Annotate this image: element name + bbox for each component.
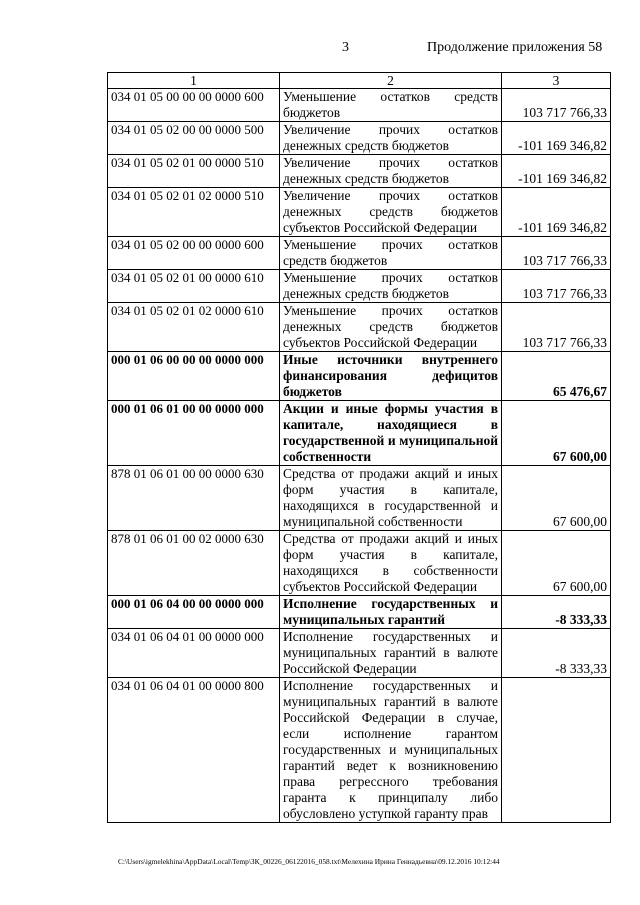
- source-name-cell: Исполнение государственных и муниципальных гарантий в валюте Российской Федерации в случае, если исполнение гарантом государственных и муниципальных гарантий ведет к возникновению права регрессного требования гаранта к принципалу либо обусловлено уступкой гаранту прав: [280, 678, 502, 823]
- budget-code-cell: 000 01 06 04 00 00 0000 000: [108, 596, 280, 629]
- table-row: [108, 466, 611, 531]
- budget-code-cell: 034 01 05 02 01 02 0000 610: [108, 303, 280, 352]
- budget-code-cell: 000 01 06 01 00 00 0000 000: [108, 401, 280, 466]
- table-row: [108, 303, 611, 352]
- appendix-continuation-label: Продолжение приложения 58: [427, 40, 603, 55]
- amount-cell: 65 476,67: [502, 352, 611, 401]
- budget-code-cell: 878 01 06 01 00 02 0000 630: [108, 531, 280, 596]
- source-name-cell: Уменьшение прочих остатков средств бюджетов: [280, 237, 502, 270]
- source-name-cell: Исполнение государственных и муниципальных гарантий в валюте Российской Федерации: [280, 629, 502, 678]
- table-row: [108, 122, 611, 155]
- amount-cell: 67 600,00: [502, 466, 611, 531]
- table-row: [108, 352, 611, 401]
- amount-cell: 103 717 766,33: [502, 270, 611, 303]
- table-row: [108, 188, 611, 237]
- source-name-cell: Уменьшение прочих остатков денежных средств бюджетов: [280, 270, 502, 303]
- column-header: 3: [502, 73, 611, 89]
- table-header-row: [108, 73, 611, 89]
- column-header: 1: [108, 73, 280, 89]
- source-name-cell: Акции и иные формы участия в капитале, находящиеся в государственной и муниципальной собственности: [280, 401, 502, 466]
- amount-cell: 67 600,00: [502, 401, 611, 466]
- file-path-footer: C:\Users\igmelekhina\AppData\Local\Temp\ЗК_00226_06122016_058.txt\Мелехина Ирина Геннадьевна\09.12.2016 10:12:44: [118, 857, 500, 866]
- source-name-cell: Уменьшение прочих остатков денежных средств бюджетов субъектов Российской Федерации: [280, 303, 502, 352]
- source-name-cell: Средства от продажи акций и иных форм участия в капитале, находящихся в государственной и муниципальной собственности: [280, 466, 502, 531]
- table-row: [108, 678, 611, 823]
- amount-cell: 103 717 766,33: [502, 89, 611, 122]
- source-name-cell: Уменьшение остатков средств бюджетов: [280, 89, 502, 122]
- budget-code-cell: 034 01 06 04 01 00 0000 000: [108, 629, 280, 678]
- amount-cell: 103 717 766,33: [502, 303, 611, 352]
- table-row: [108, 596, 611, 629]
- source-name-cell: Иные источники внутреннего финансирования дефицитов бюджетов: [280, 352, 502, 401]
- table-row: [108, 401, 611, 466]
- table-row: [108, 629, 611, 678]
- source-name-cell: Средства от продажи акций и иных форм участия в капитале, находящихся в собственности субъектов Российской Федерации: [280, 531, 502, 596]
- budget-code-cell: 878 01 06 01 00 00 0000 630: [108, 466, 280, 531]
- table-row: [108, 270, 611, 303]
- table-row: [108, 89, 611, 122]
- amount-cell: 103 717 766,33: [502, 237, 611, 270]
- table-row: [108, 155, 611, 188]
- source-name-cell: Исполнение государственных и муниципальных гарантий: [280, 596, 502, 629]
- amount-cell: -101 169 346,82: [502, 122, 611, 155]
- table-row: [108, 237, 611, 270]
- budget-code-cell: 034 01 05 02 01 00 0000 610: [108, 270, 280, 303]
- amount-cell: 67 600,00: [502, 531, 611, 596]
- budget-code-cell: 034 01 05 02 01 00 0000 510: [108, 155, 280, 188]
- source-name-cell: Увеличение прочих остатков денежных средств бюджетов: [280, 155, 502, 188]
- budget-code-cell: 034 01 05 02 00 00 0000 500: [108, 122, 280, 155]
- page-number: 3: [342, 40, 349, 55]
- budget-code-cell: 034 01 06 04 01 00 0000 800: [108, 678, 280, 823]
- budget-code-cell: 000 01 06 00 00 00 0000 000: [108, 352, 280, 401]
- source-name-cell: Увеличение прочих остатков денежных средств бюджетов: [280, 122, 502, 155]
- budget-code-cell: 034 01 05 02 00 00 0000 600: [108, 237, 280, 270]
- amount-cell: [502, 678, 611, 823]
- budget-code-cell: 034 01 05 02 01 02 0000 510: [108, 188, 280, 237]
- amount-cell: -101 169 346,82: [502, 155, 611, 188]
- table-row: [108, 531, 611, 596]
- budget-sources-table: [107, 72, 611, 823]
- amount-cell: -8 333,33: [502, 596, 611, 629]
- source-name-cell: Увеличение прочих остатков денежных средств бюджетов субъектов Российской Федерации: [280, 188, 502, 237]
- amount-cell: -101 169 346,82: [502, 188, 611, 237]
- budget-code-cell: 034 01 05 00 00 00 0000 600: [108, 89, 280, 122]
- column-header: 2: [280, 73, 502, 89]
- amount-cell: -8 333,33: [502, 629, 611, 678]
